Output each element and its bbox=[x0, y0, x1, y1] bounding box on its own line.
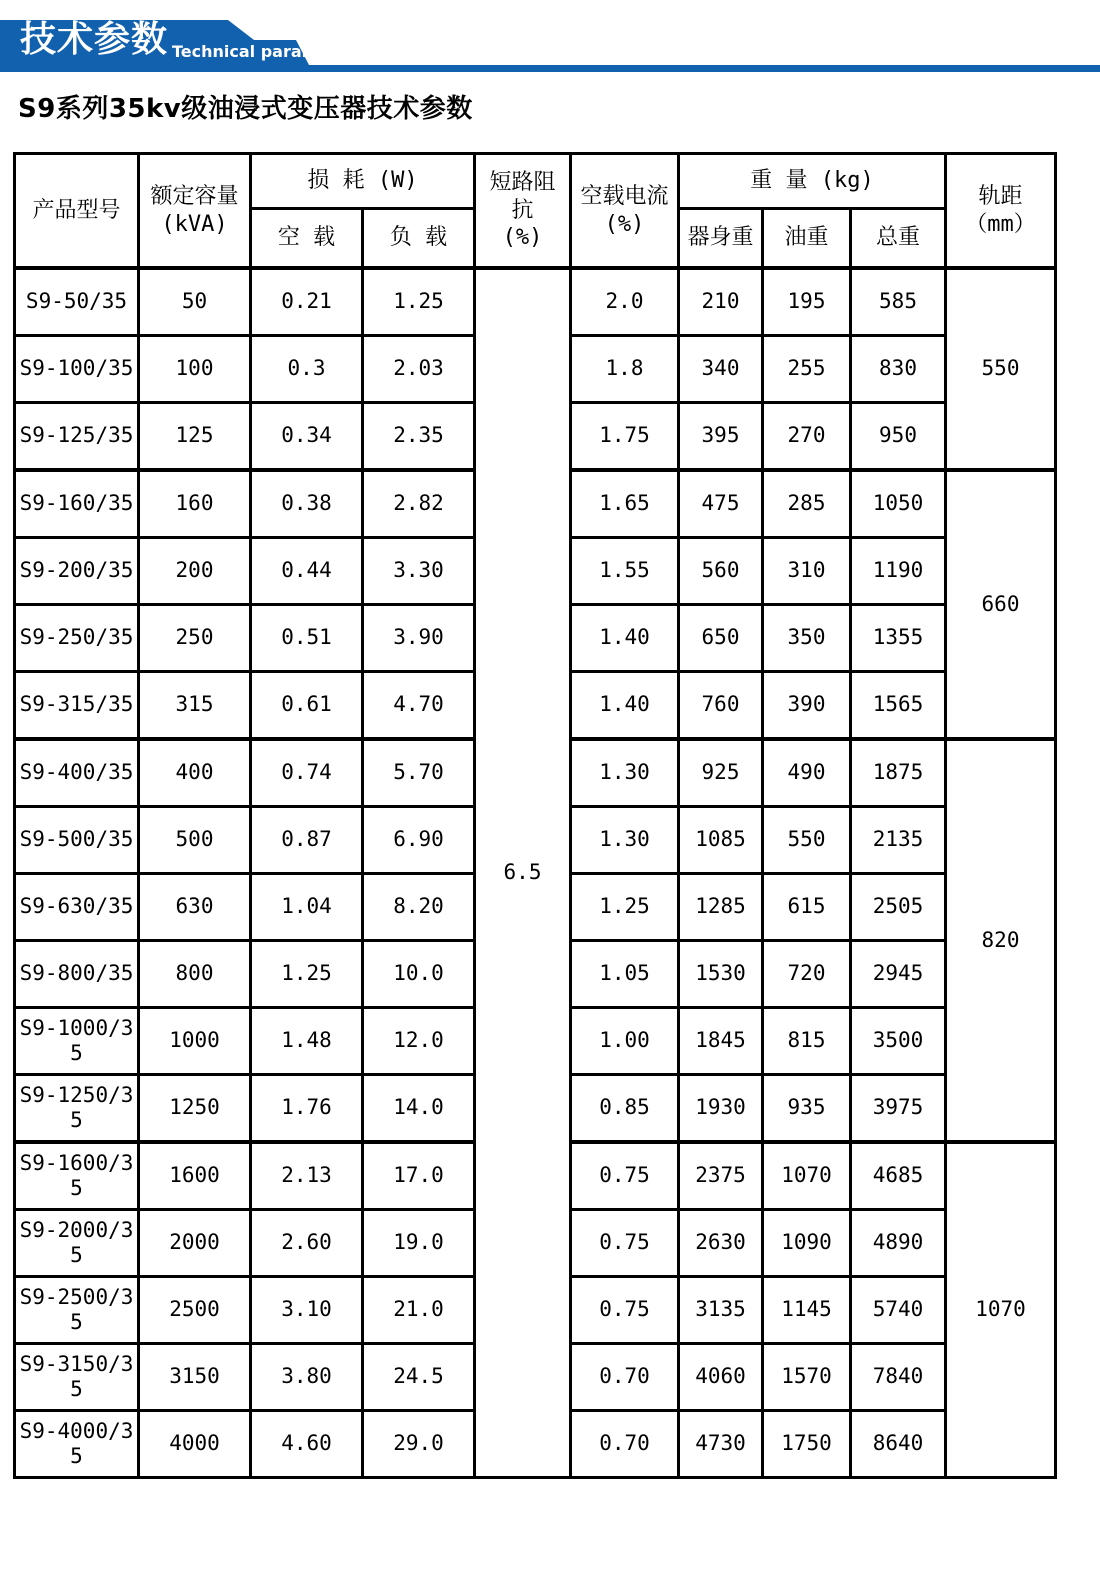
cell-total-weight: 4685 bbox=[851, 1142, 946, 1210]
cell-gauge: 1070 bbox=[946, 1142, 1056, 1478]
header-impedance bbox=[475, 154, 571, 269]
cell-model: S9-200/35 bbox=[15, 538, 139, 605]
cell-current: 0.85 bbox=[571, 1075, 679, 1143]
cell-total-weight: 1050 bbox=[851, 470, 946, 538]
cell-total-weight: 2135 bbox=[851, 807, 946, 874]
cell-current: 1.30 bbox=[571, 739, 679, 807]
cell-no-load-loss: 0.61 bbox=[251, 672, 363, 740]
header-body-weight bbox=[679, 209, 763, 269]
header-rated-capacity-line2: (kVA) bbox=[161, 211, 228, 237]
cell-total-weight: 585 bbox=[851, 268, 946, 336]
header-loss bbox=[251, 154, 475, 209]
cell-body-weight: 4060 bbox=[679, 1344, 763, 1411]
cell-model: S9-630/35 bbox=[15, 874, 139, 941]
cell-no-load-loss: 0.74 bbox=[251, 739, 363, 807]
cell-body-weight: 925 bbox=[679, 739, 763, 807]
cell-model: S9-1250/35 bbox=[15, 1075, 139, 1143]
cell-current: 1.05 bbox=[571, 941, 679, 1008]
cell-no-load-loss: 1.76 bbox=[251, 1075, 363, 1143]
cell-oil-weight: 1145 bbox=[763, 1277, 851, 1344]
cell-no-load-loss: 0.51 bbox=[251, 605, 363, 672]
cell-oil-weight: 310 bbox=[763, 538, 851, 605]
cell-load-loss: 19.0 bbox=[363, 1210, 475, 1277]
cell-model: S9-315/35 bbox=[15, 672, 139, 740]
cell-current: 1.40 bbox=[571, 605, 679, 672]
cell-total-weight: 7840 bbox=[851, 1344, 946, 1411]
cell-capacity: 4000 bbox=[139, 1411, 251, 1478]
cell-oil-weight: 550 bbox=[763, 807, 851, 874]
cell-current: 1.25 bbox=[571, 874, 679, 941]
header-weight-label: 重 量 (kg) bbox=[750, 168, 874, 194]
banner-title-en: Technical parameter bbox=[172, 42, 356, 61]
cell-load-loss: 3.90 bbox=[363, 605, 475, 672]
cell-load-loss: 2.03 bbox=[363, 336, 475, 403]
header-gauge-line2: （mm） bbox=[965, 211, 1036, 237]
cell-capacity: 3150 bbox=[139, 1344, 251, 1411]
header-impedance-line2: 抗 bbox=[511, 197, 534, 223]
cell-load-loss: 1.25 bbox=[363, 268, 475, 336]
cell-total-weight: 1875 bbox=[851, 739, 946, 807]
cell-no-load-loss: 0.3 bbox=[251, 336, 363, 403]
cell-no-load-loss: 0.44 bbox=[251, 538, 363, 605]
cell-oil-weight: 195 bbox=[763, 268, 851, 336]
section-banner bbox=[0, 0, 1100, 72]
cell-no-load-loss: 4.60 bbox=[251, 1411, 363, 1478]
cell-gauge: 550 bbox=[946, 268, 1056, 470]
cell-total-weight: 8640 bbox=[851, 1411, 946, 1478]
cell-oil-weight: 615 bbox=[763, 874, 851, 941]
cell-current: 0.75 bbox=[571, 1210, 679, 1277]
cell-capacity: 1250 bbox=[139, 1075, 251, 1143]
table-header bbox=[15, 154, 1056, 269]
cell-total-weight: 950 bbox=[851, 403, 946, 471]
cell-gauge: 820 bbox=[946, 739, 1056, 1142]
cell-oil-weight: 285 bbox=[763, 470, 851, 538]
header-weight bbox=[679, 154, 946, 209]
cell-capacity: 125 bbox=[139, 403, 251, 471]
cell-body-weight: 1845 bbox=[679, 1008, 763, 1075]
cell-load-loss: 8.20 bbox=[363, 874, 475, 941]
cell-total-weight: 1355 bbox=[851, 605, 946, 672]
cell-model: S9-50/35 bbox=[15, 268, 139, 336]
cell-capacity: 50 bbox=[139, 268, 251, 336]
cell-no-load-loss: 1.48 bbox=[251, 1008, 363, 1075]
cell-model: S9-1000/35 bbox=[15, 1008, 139, 1075]
cell-oil-weight: 1090 bbox=[763, 1210, 851, 1277]
cell-current: 1.40 bbox=[571, 672, 679, 740]
cell-capacity: 100 bbox=[139, 336, 251, 403]
header-no-load-current-line1: 空载电流 bbox=[580, 184, 669, 209]
cell-current: 2.0 bbox=[571, 268, 679, 336]
cell-no-load-loss: 0.87 bbox=[251, 807, 363, 874]
cell-load-loss: 5.70 bbox=[363, 739, 475, 807]
cell-no-load-loss: 1.25 bbox=[251, 941, 363, 1008]
cell-body-weight: 1930 bbox=[679, 1075, 763, 1143]
cell-total-weight: 1565 bbox=[851, 672, 946, 740]
header-impedance-line1: 短路阻 bbox=[489, 170, 556, 196]
cell-oil-weight: 270 bbox=[763, 403, 851, 471]
cell-body-weight: 3135 bbox=[679, 1277, 763, 1344]
cell-no-load-loss: 0.34 bbox=[251, 403, 363, 471]
cell-oil-weight: 490 bbox=[763, 739, 851, 807]
cell-model: S9-500/35 bbox=[15, 807, 139, 874]
cell-load-loss: 10.0 bbox=[363, 941, 475, 1008]
cell-model: S9-4000/35 bbox=[15, 1411, 139, 1478]
cell-no-load-loss: 2.60 bbox=[251, 1210, 363, 1277]
cell-body-weight: 1530 bbox=[679, 941, 763, 1008]
header-oil-weight-label: 油重 bbox=[784, 225, 829, 251]
cell-capacity: 315 bbox=[139, 672, 251, 740]
cell-model: S9-800/35 bbox=[15, 941, 139, 1008]
cell-no-load-loss: 0.21 bbox=[251, 268, 363, 336]
cell-load-loss: 4.70 bbox=[363, 672, 475, 740]
cell-body-weight: 395 bbox=[679, 403, 763, 471]
cell-current: 0.70 bbox=[571, 1344, 679, 1411]
cell-oil-weight: 255 bbox=[763, 336, 851, 403]
cell-oil-weight: 1070 bbox=[763, 1142, 851, 1210]
cell-body-weight: 4730 bbox=[679, 1411, 763, 1478]
header-product-model bbox=[15, 154, 139, 269]
cell-capacity: 2000 bbox=[139, 1210, 251, 1277]
table-body bbox=[15, 268, 1056, 1478]
cell-model: S9-2500/35 bbox=[15, 1277, 139, 1344]
cell-load-loss: 17.0 bbox=[363, 1142, 475, 1210]
cell-total-weight: 5740 bbox=[851, 1277, 946, 1344]
header-total-weight-label: 总重 bbox=[875, 225, 920, 251]
cell-load-loss: 14.0 bbox=[363, 1075, 475, 1143]
cell-oil-weight: 720 bbox=[763, 941, 851, 1008]
cell-total-weight: 2505 bbox=[851, 874, 946, 941]
cell-no-load-loss: 2.13 bbox=[251, 1142, 363, 1210]
cell-oil-weight: 1750 bbox=[763, 1411, 851, 1478]
header-impedance-line3: (%) bbox=[502, 225, 543, 251]
cell-total-weight: 830 bbox=[851, 336, 946, 403]
cell-capacity: 250 bbox=[139, 605, 251, 672]
header-rated-capacity bbox=[139, 154, 251, 269]
cell-capacity: 160 bbox=[139, 470, 251, 538]
cell-current: 1.00 bbox=[571, 1008, 679, 1075]
cell-model: S9-250/35 bbox=[15, 605, 139, 672]
cell-load-loss: 24.5 bbox=[363, 1344, 475, 1411]
cell-capacity: 800 bbox=[139, 941, 251, 1008]
cell-body-weight: 210 bbox=[679, 268, 763, 336]
cell-load-loss: 29.0 bbox=[363, 1411, 475, 1478]
cell-capacity: 200 bbox=[139, 538, 251, 605]
cell-capacity: 1000 bbox=[139, 1008, 251, 1075]
cell-current: 1.30 bbox=[571, 807, 679, 874]
cell-current: 0.75 bbox=[571, 1277, 679, 1344]
cell-load-loss: 21.0 bbox=[363, 1277, 475, 1344]
cell-no-load-loss: 0.38 bbox=[251, 470, 363, 538]
cell-oil-weight: 935 bbox=[763, 1075, 851, 1143]
header-load-loss-label: 负 载 bbox=[389, 225, 448, 251]
page-title: S9系列35kv级油浸式变压器技术参数 bbox=[18, 94, 473, 124]
banner-title-cn: 技术参数 bbox=[20, 19, 169, 60]
parameters-table bbox=[13, 152, 1057, 1479]
cell-current: 1.75 bbox=[571, 403, 679, 471]
cell-model: S9-160/35 bbox=[15, 470, 139, 538]
table-row bbox=[15, 268, 1056, 336]
cell-load-loss: 2.82 bbox=[363, 470, 475, 538]
cell-capacity: 500 bbox=[139, 807, 251, 874]
cell-model: S9-3150/35 bbox=[15, 1344, 139, 1411]
cell-capacity: 630 bbox=[139, 874, 251, 941]
cell-model: S9-2000/35 bbox=[15, 1210, 139, 1277]
header-product-model-label: 产品型号 bbox=[32, 197, 121, 223]
cell-load-loss: 3.30 bbox=[363, 538, 475, 605]
header-gauge bbox=[946, 154, 1056, 269]
cell-current: 1.55 bbox=[571, 538, 679, 605]
cell-oil-weight: 815 bbox=[763, 1008, 851, 1075]
cell-load-loss: 2.35 bbox=[363, 403, 475, 471]
cell-impedance: 6.5 bbox=[475, 268, 571, 1478]
header-no-load-loss bbox=[251, 209, 363, 269]
cell-capacity: 400 bbox=[139, 739, 251, 807]
cell-gauge: 660 bbox=[946, 470, 1056, 739]
cell-body-weight: 760 bbox=[679, 672, 763, 740]
header-rated-capacity-line1: 额定容量 bbox=[150, 184, 239, 209]
cell-current: 0.70 bbox=[571, 1411, 679, 1478]
header-no-load-loss-label: 空 载 bbox=[277, 225, 336, 251]
header-gauge-line1: 轨距 bbox=[978, 184, 1023, 209]
cell-total-weight: 3975 bbox=[851, 1075, 946, 1143]
cell-capacity: 2500 bbox=[139, 1277, 251, 1344]
cell-body-weight: 2630 bbox=[679, 1210, 763, 1277]
cell-load-loss: 6.90 bbox=[363, 807, 475, 874]
header-loss-label: 损 耗 (W) bbox=[307, 168, 418, 194]
cell-model: S9-1600/35 bbox=[15, 1142, 139, 1210]
cell-body-weight: 340 bbox=[679, 336, 763, 403]
cell-current: 1.8 bbox=[571, 336, 679, 403]
cell-oil-weight: 350 bbox=[763, 605, 851, 672]
header-no-load-current bbox=[571, 154, 679, 269]
cell-body-weight: 2375 bbox=[679, 1142, 763, 1210]
cell-total-weight: 1190 bbox=[851, 538, 946, 605]
header-load-loss bbox=[363, 209, 475, 269]
cell-body-weight: 475 bbox=[679, 470, 763, 538]
cell-current: 0.75 bbox=[571, 1142, 679, 1210]
cell-body-weight: 560 bbox=[679, 538, 763, 605]
header-total-weight bbox=[851, 209, 946, 269]
cell-body-weight: 1085 bbox=[679, 807, 763, 874]
cell-body-weight: 650 bbox=[679, 605, 763, 672]
cell-body-weight: 1285 bbox=[679, 874, 763, 941]
header-body-weight-label: 器身重 bbox=[687, 225, 754, 251]
cell-model: S9-100/35 bbox=[15, 336, 139, 403]
cell-total-weight: 4890 bbox=[851, 1210, 946, 1277]
cell-capacity: 1600 bbox=[139, 1142, 251, 1210]
cell-current: 1.65 bbox=[571, 470, 679, 538]
cell-oil-weight: 390 bbox=[763, 672, 851, 740]
cell-no-load-loss: 1.04 bbox=[251, 874, 363, 941]
cell-total-weight: 3500 bbox=[851, 1008, 946, 1075]
cell-no-load-loss: 3.10 bbox=[251, 1277, 363, 1344]
cell-model: S9-400/35 bbox=[15, 739, 139, 807]
header-oil-weight bbox=[763, 209, 851, 269]
cell-model: S9-125/35 bbox=[15, 403, 139, 471]
cell-total-weight: 2945 bbox=[851, 941, 946, 1008]
header-no-load-current-line2: (%) bbox=[604, 211, 645, 237]
cell-oil-weight: 1570 bbox=[763, 1344, 851, 1411]
header-row-1 bbox=[15, 154, 1056, 209]
cell-load-loss: 12.0 bbox=[363, 1008, 475, 1075]
cell-no-load-loss: 3.80 bbox=[251, 1344, 363, 1411]
